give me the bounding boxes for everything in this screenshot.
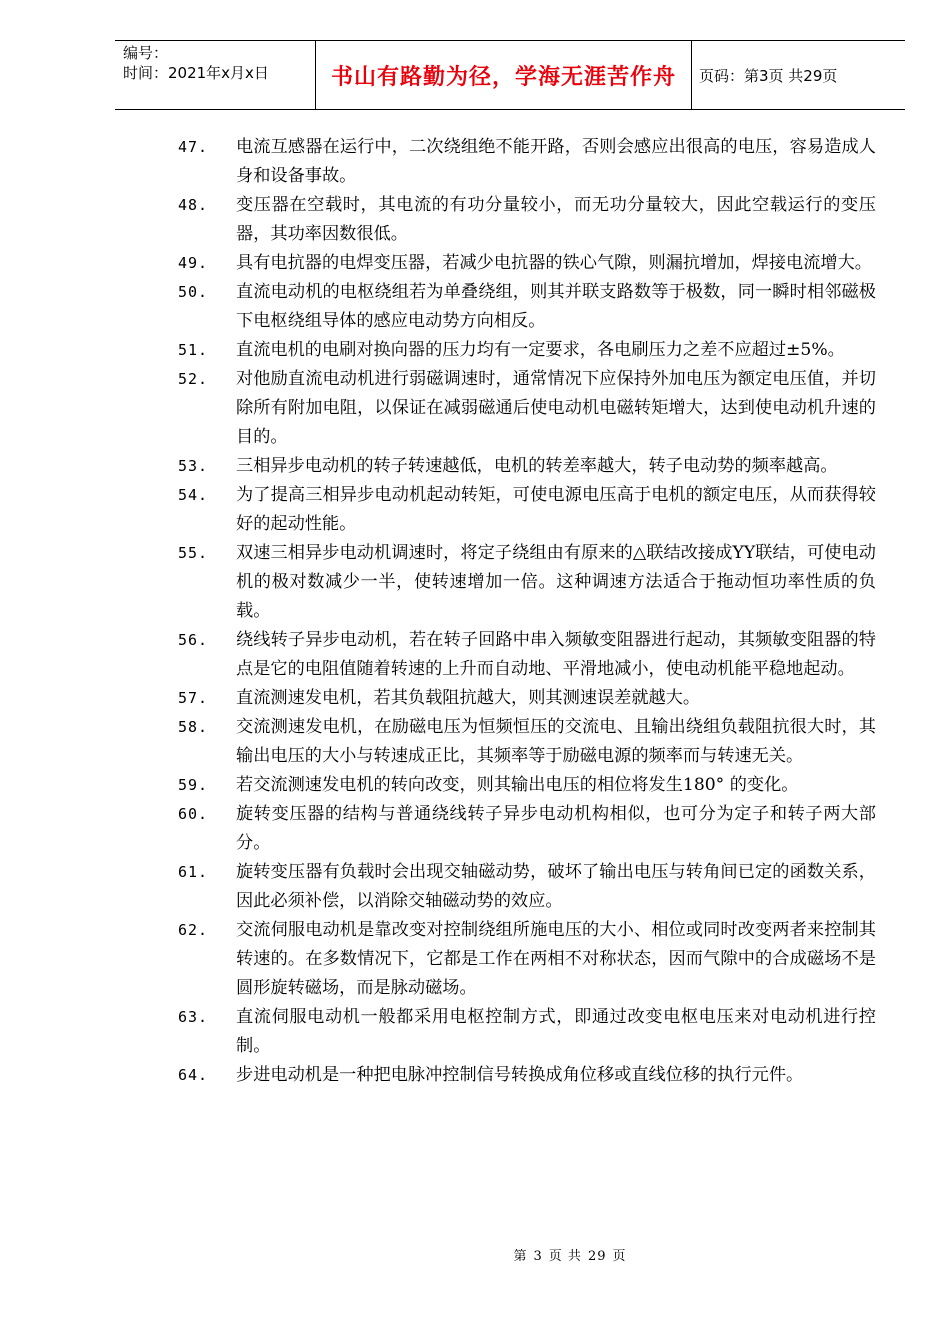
item-text: 为了提高三相异步电动机起动转矩，可使电源电压高于电机的额定电压，从而获得较好的起动性能。 [236, 485, 876, 534]
page-header [115, 40, 905, 110]
item-number: 55. [178, 544, 209, 562]
item-number: 59. [178, 776, 209, 794]
list-item [0, 249, 950, 278]
header-page-info: 页码：第3页 共29页 [699, 66, 838, 85]
footer-suffix: 页 [612, 1249, 627, 1264]
footer-prefix: 第 [513, 1249, 528, 1264]
list-item [0, 336, 950, 365]
item-text: 电流互感器在运行中，二次绕组绝不能开路，否则会感应出很高的电压，容易造成人身和设备事故。 [236, 137, 876, 186]
item-number: 60. [178, 805, 209, 823]
list-item [0, 452, 950, 481]
item-number: 47. [178, 138, 209, 156]
item-number: 54. [178, 486, 209, 504]
list-item [0, 365, 950, 452]
list-item [0, 858, 950, 916]
item-text: 若交流测速发电机的转向改变，则其输出电压的相位将发生180° 的变化。 [236, 775, 799, 795]
item-text: 对他励直流电动机进行弱磁调速时，通常情况下应保持外加电压为额定电压值，并切除所有附加电阻，以保证在减弱磁通后使电动机电磁转矩增大，达到使电动机升速的目的。 [236, 369, 876, 447]
item-text: 变压器在空载时，其电流的有功分量较小，而无功分量较大，因此空载运行的变压器，其功率因数很低。 [236, 195, 876, 244]
item-text: 直流电动机的电枢绕组若为单叠绕组，则其并联支路数等于极数，同一瞬时相邻磁极下电枢绕组导体的感应电动势方向相反。 [236, 282, 876, 331]
list-item [0, 713, 950, 771]
list-item [0, 278, 950, 336]
item-text: 交流伺服电动机是靠改变对控制绕组所施电压的大小、相位或同时改变两者来控制其转速的。在多数情况下，它都是工作在两相不对称状态，因而气隙中的合成磁场不是圆形旋转磁场，而是脉动磁场。 [236, 920, 876, 998]
item-number: 63. [178, 1008, 209, 1026]
item-number: 64. [178, 1066, 209, 1084]
header-motto: 书山有路勤为径，学海无涯苦作舟 [315, 41, 692, 109]
item-list [0, 133, 950, 1090]
item-text: 旋转变压器的结构与普通绕线转子异步电动机构相似，也可分为定子和转子两大部分。 [236, 804, 876, 853]
footer-middle: 页 共 [548, 1249, 582, 1264]
list-item [0, 916, 950, 1003]
footer-page-number: 3 [533, 1249, 543, 1264]
item-text: 直流测速发电机，若其负载阻抗越大，则其测速误差就越大。 [236, 688, 701, 708]
page-footer [0, 1245, 950, 1264]
header-meta [115, 41, 315, 109]
item-text: 步进电动机是一种把电脉冲控制信号转换成角位移或直线位移的执行元件。 [236, 1065, 804, 1085]
item-text: 具有电抗器的电焊变压器，若减少电抗器的铁心气隙，则漏抗增加，焊接电流增大。 [236, 253, 872, 273]
item-number: 61. [178, 863, 209, 881]
item-number: 58. [178, 718, 209, 736]
header-date: 时间：2021年x月x日 [123, 64, 269, 82]
item-text: 绕线转子异步电动机，若在转子回路中串入频敏变阻器进行起动，其频敏变阻器的特点是它的电阻值随着转速的上升而自动地、平滑地减小，使电动机能平稳地起动。 [236, 630, 876, 679]
item-number: 51. [178, 341, 209, 359]
list-item [0, 1003, 950, 1061]
item-number: 49. [178, 254, 209, 272]
item-number: 48. [178, 196, 209, 214]
list-item [0, 626, 950, 684]
list-item [0, 191, 950, 249]
item-number: 56. [178, 631, 209, 649]
item-number: 57. [178, 689, 209, 707]
item-text: 双速三相异步电动机调速时，将定子绕组由有原来的△联结改接成YY联结，可使电动机的极对数减少一半，使转速增加一倍。这种调速方法适合于拖动恒功率性质的负载。 [236, 543, 876, 621]
item-number: 53. [178, 457, 209, 475]
item-number: 62. [178, 921, 209, 939]
item-number: 52. [178, 370, 209, 388]
list-item [0, 684, 950, 713]
item-text: 三相异步电动机的转子转速越低，电机的转差率越大，转子电动势的频率越高。 [236, 456, 838, 476]
item-number: 50. [178, 283, 209, 301]
footer-total-pages: 29 [587, 1249, 607, 1264]
item-text: 直流伺服电动机一般都采用电枢控制方式，即通过改变电枢电压来对电动机进行控制。 [236, 1007, 876, 1056]
list-item [0, 133, 950, 191]
list-item [0, 481, 950, 539]
item-text: 交流测速发电机，在励磁电压为恒频恒压的交流电、且输出绕组负载阻抗很大时，其输出电压的大小与转速成正比，其频率等于励磁电源的频率而与转速无关。 [236, 717, 876, 766]
item-text: 旋转变压器有负载时会出现交轴磁动势，破坏了输出电压与转角间已定的函数关系，因此必须补偿，以消除交轴磁动势的效应。 [236, 862, 876, 911]
item-text: 直流电机的电刷对换向器的压力均有一定要求，各电刷压力之差不应超过±5%。 [236, 340, 845, 360]
header-serial-label: 编号： [123, 44, 169, 62]
list-item [0, 1061, 950, 1090]
list-item [0, 800, 950, 858]
list-item [0, 539, 950, 626]
list-item [0, 771, 950, 800]
